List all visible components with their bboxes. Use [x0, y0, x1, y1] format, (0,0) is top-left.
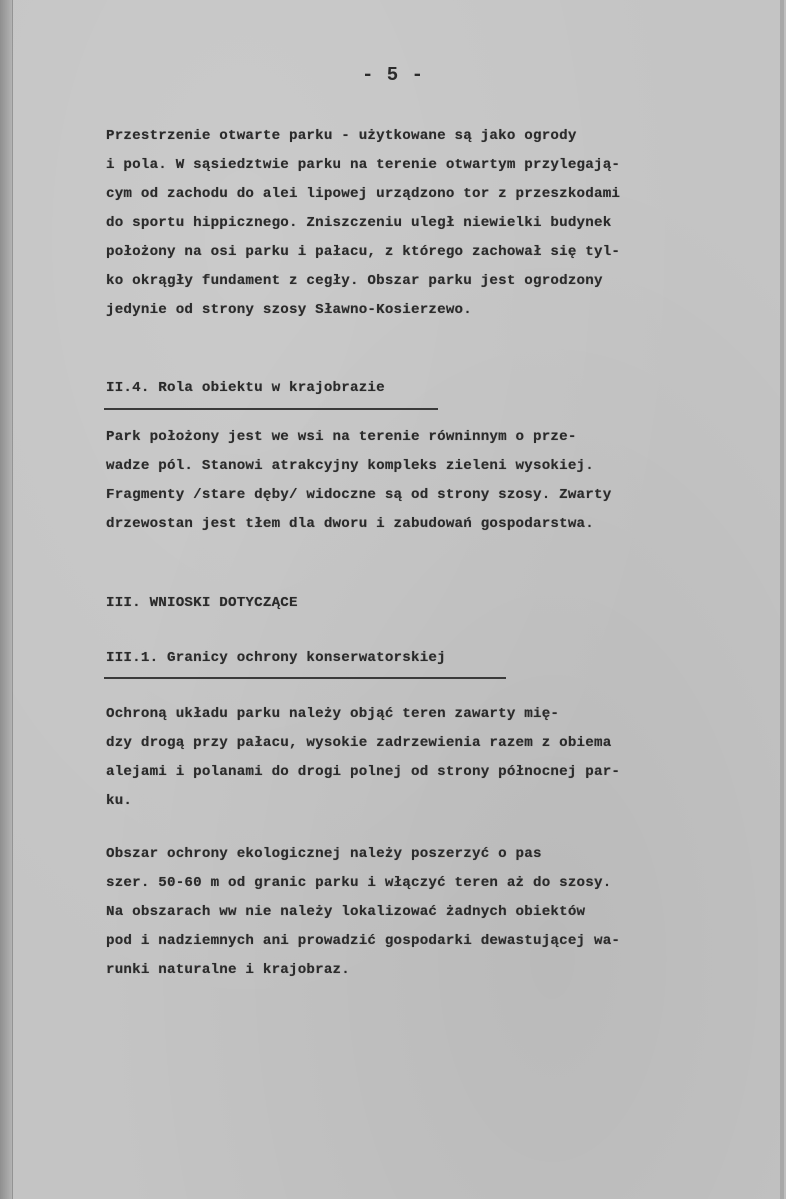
section-heading-3-1: III.1. Granicy ochrony konserwatorskiej: [106, 650, 446, 666]
heading-underline-2-4: [104, 408, 438, 410]
paragraph-protection-boundary: Ochroną układu parku należy objąć teren zawarty mię- dzy drogą przy pałacu, wysokie zadrzewienia razem z obiema alejami i polanami do drogi polnej od strony północnej par- ku.: [106, 706, 621, 809]
paragraph-ecological-protection: Obszar ochrony ekologicznej należy poszerzyć o pas szer. 50-60 m od granic parku i włączyć teren aż do szosy. Na obszarach ww nie należy lokalizować żadnych obiektów pod i nadziemnych ani prowadzić gospodarki dewastującej wa- runki naturalne i krajobraz.: [106, 846, 621, 978]
page-right-edge: [780, 0, 784, 1199]
page-left-edge: [0, 0, 12, 1199]
page-number: - 5 -: [361, 64, 424, 86]
heading-underline-3-1: [104, 677, 506, 679]
paragraph-open-spaces: Przestrzenie otwarte parku - użytkowane są jako ogrody i pola. W sąsiedztwie parku na terenie otwartym przylegają- cym od zachodu do alei lipowej urządzono tor z przeszkodami do sportu hippicznego. Zniszczeniu uległ niewielki budynek położony na osi parku i pałacu, z którego zachował się tyl- ko okrągły fundament z cegły. Obszar parku jest ogrodzony jedynie od strony szosy Sławno-Kosierzewo.: [106, 128, 621, 318]
paragraph-landscape-role: Park położony jest we wsi na terenie równinnym o prze- wadze pól. Stanowi atrakcyjny kompleks zieleni wysokiej. Fragmenty /stare dęby/ widoczne są od strony szosy. Zwarty drzewostan jest tłem dla dworu i zabudowań gospodarstwa.: [106, 429, 612, 532]
section-heading-2-4: II.4. Rola obiektu w krajobrazie: [106, 380, 385, 396]
section-heading-3: III. WNIOSKI DOTYCZĄCE: [106, 595, 298, 611]
